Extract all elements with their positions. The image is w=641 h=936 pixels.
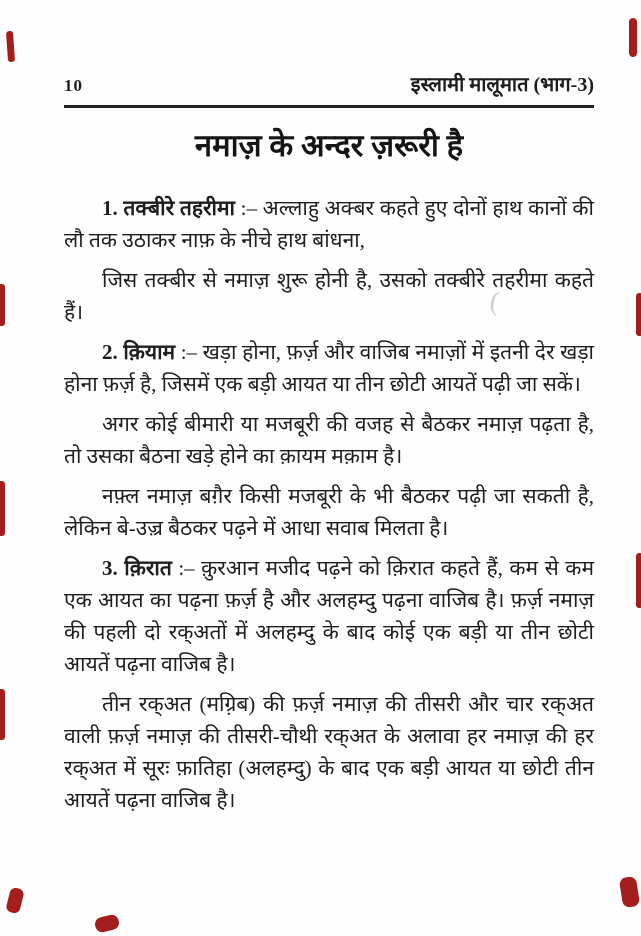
paragraph-text: तीन रक्अत (मग़्रिब) की फ़र्ज़ नमाज़ की तीसरी और चार रक्अत वाली फ़र्ज़ नमाज़ की तीसरी-चौथी रक्अत के अलावा हर नमाज़ की हर रक्अत में सूरः फ़ातिहा (अलहम्दु) के बाद एक बड़ी आयत या छोटी तीन आयतें पढ़ना वाजिब है। [64,692,594,812]
body-paragraph [64,688,594,816]
red-edge-mark [5,887,25,915]
red-edge-mark [636,293,641,336]
red-edge-mark [619,876,640,908]
paragraph-lead: 2. क़ियाम [102,340,176,364]
red-edge-mark [629,18,637,57]
red-edge-mark [6,31,15,62]
paragraph-text: :– खड़ा होना, फ़र्ज़ और वाजिब नमाज़ों में इतनी देर खड़ा होना फ़र्ज़ है, जिसमें एक बड़ी आयत या तीन छोटी आयतें पढ़ी जा सकें। [64,340,595,396]
page-number: 10 [64,76,83,95]
book-header-title: इस्लामी मालूमात (भाग-3) [410,74,594,96]
paragraph-text: अगर कोई बीमारी या मजबूरी की वजह से बैठकर नमाज़ पढ़ता है, तो उसका बैठना खड़े होने का क़ायम मक़ाम है। [64,412,594,468]
body-paragraph [64,480,594,544]
page-header [64,70,594,108]
red-edge-mark [0,481,5,536]
paragraph-text: :– क़ुरआन मजीद पढ़ने को क़िरात कहते हैं, कम से कम एक आयत का पढ़ना फ़र्ज़ है और अलहम्दु पढ़ना वाजिब है। फ़र्ज़ नमाज़ की पहली दो रक्अतों में अलहम्दु के बाद कोई एक बड़ी या तीन छोटी आयतें पढ़ना वाजिब है। [64,556,594,676]
paragraph-text: नफ़्ल नमाज़ बग़ैर किसी मजबूरी के भी बैठकर पढ़ी जा सकती है, लेकिन बे-उज़्र बैठकर पढ़ने में आधा सवाब मिलता है। [64,484,594,540]
body-paragraph [64,336,594,400]
body-paragraph [64,264,594,328]
red-edge-mark [636,553,641,608]
page-content [64,192,594,824]
paragraph-lead: 3. क़िरात [102,556,172,580]
red-edge-mark [0,689,5,740]
page-title: नमाज़ के अन्दर ज़रूरी है [194,128,464,163]
paragraph-lead: 1. तक्बीरे तहरीमा [102,196,235,220]
red-edge-mark [94,913,121,933]
scan-crease-artifact: ( [488,285,502,317]
paragraph-text: :– अल्लाहु अक्बर कहते हुए दोनों हाथ कानों की लौ तक उठाकर नाफ़ के नीचे हाथ बांधना, [64,196,594,252]
paragraph-text: जिस तक्बीर से नमाज़ शुरू होनी है, उसको तक्बीरे तहरीमा कहते हैं। [64,268,594,324]
body-paragraph [64,408,594,472]
body-paragraph [64,552,594,680]
red-edge-mark [0,284,5,326]
body-paragraph [64,192,594,256]
